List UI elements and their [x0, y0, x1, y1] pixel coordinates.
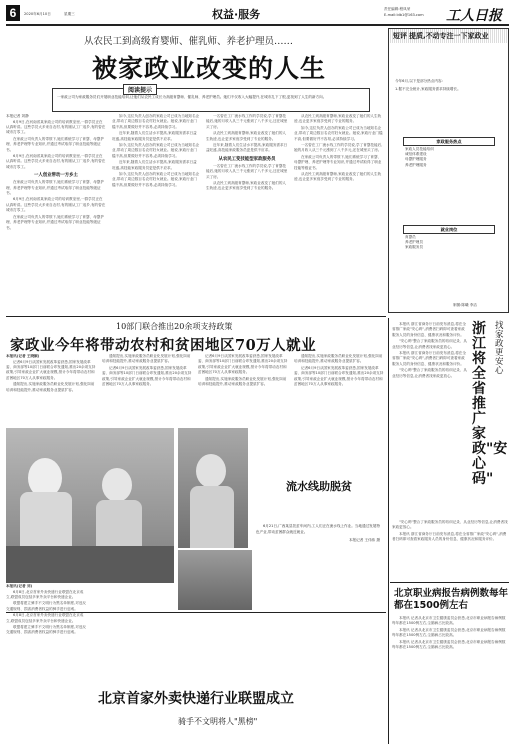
second-paragraph: 通知提出,实施家政服务员职业化发展计划,强化岗前培训和技能提升,推动家政服务业提质扩容。 — [198, 376, 287, 387]
photo-credit: 本报记者 王伟伟 摄 — [348, 538, 380, 543]
reading-tip-box — [52, 88, 370, 112]
sidebar-headline: 提质,不动专注一下家政业 — [409, 32, 489, 40]
column-divider — [388, 318, 389, 744]
lead-paragraph: 从农民工到高级育婴师,家政业改变了她们的人生轨迹,也让更多家庭享受到了专业的服务。 — [294, 114, 382, 124]
second-paragraph: 记者6月9日从国家发展改革委获悉,国家发展改革委、商务部等10部门日前联合印发通知,推出20余项支持政策,引导家政企业扩大就业规模,预计今年将带动农村和贫困地区70万人从事家政服务。 — [102, 365, 192, 387]
sidebar-list-header: 家政服务热点 — [403, 137, 495, 146]
editor-email: E-mail:ldb1@163.com — [384, 13, 424, 17]
second-column-3 — [198, 354, 288, 424]
lead-paragraph: 近年来,随着人们生活水平提高,家政服务需求日益旺盛,高技能家政服务员更是供不应求。 — [112, 160, 197, 170]
lead-paragraph: 从农民工到高级育婴师,家政业改变了她们的人生轨迹,也让更多家庭享受到了专业的服务。 — [294, 172, 382, 182]
right-headline-2: 北京职业病报告病例数每年都在1500例左右 — [394, 588, 509, 611]
lead-paragraph: 在家政公司负责人的带领下,她们系统学习了育婴、母婴护理、养老护理等专业知识,并通过考试取得了职业技能等级证书。 — [294, 154, 382, 170]
third-paragraph: 联盟将建立骑手不文明行为黑名单制度,对违反交通规则、损害消费者权益的骑手进行惩戒。 — [6, 625, 87, 635]
sidebar-list-item: 家政人员技能培训 — [405, 147, 434, 151]
lead-paragraph: 一名曾在工厂流水线工作的学员说,学了育婴技能后,她的月收入从三千元涨到了八千多元,还在城里买了房。 — [294, 143, 383, 153]
second-paragraph: 记者6月9日从国家发展改革委获悉,国家发展改革委、商务部等10部门日前联合印发通知,推出20余项支持政策,引导家政企业扩大就业规模,预计今年将带动农村和贫困地区70万人从事家政服务。 — [294, 365, 384, 387]
lead-paragraph: 从农民工到高级育婴师,家政业改变了她们的人生轨迹,也让更多家庭享受到了专业的服务。 — [206, 131, 287, 141]
sidebar-list — [405, 147, 495, 168]
lead-paragraph: 一名曾在工厂流水线工作的学员说,学了育婴技能后,她的月收入从三千元涨到了八千多元,还在城里买了房。 — [206, 114, 288, 129]
right-headline: 浙江将全省推广家政"安心码" — [472, 321, 508, 487]
section-title: 权益·服务 — [212, 8, 261, 21]
second-headline: 家政业今年将带动农村和贫困地区70万人就业 — [10, 337, 317, 354]
sidebar-list-item: 家政服务员 — [405, 245, 423, 250]
sidebar-list-item: 养老护理员 — [405, 240, 423, 245]
right-paragraph: 本报讯 记者从北京市卫生健康委员会获悉,北京市职业病报告病例数每年都在1500例左右,尘肺病占比较高。 — [392, 639, 506, 650]
photo-caption-title: 流水线助脱贫 — [286, 480, 352, 493]
sidebar-title: 短评 — [393, 32, 407, 40]
sidebar-list-header: 就业岗位 — [403, 225, 495, 234]
lead-byline: 本报记者 刘静 — [6, 114, 29, 118]
second-paragraph: 通知提出,实施家政服务员职业化发展计划,强化岗前培训和技能提升,推动家政服务业提质扩容。 — [102, 354, 191, 364]
lead-column-right — [294, 114, 384, 304]
section-divider — [390, 582, 509, 583]
sidebar-list-item: 养老护理服务 — [405, 162, 427, 167]
second-paragraph: 通知提出,实施家政服务员职业化发展计划,强化岗前培训和技能提升,推动家政服务业提质扩容。 — [294, 354, 383, 364]
paper-logo: 工人日报 — [446, 8, 502, 24]
right-paragraph: 本报讯 浙江省商务厅日前发布消息,将在全省推广家政"安心码",消费者扫码即可查看家政服务人员的身份信息、健康状况和服务评价。 — [392, 531, 507, 542]
lead-column-left — [6, 114, 106, 304]
second-column-1 — [6, 354, 96, 424]
right-paragraph: "安心码"整合了家政服务员的培训记录、从业经历等信息,让消费者找家政更放心。 — [392, 520, 508, 530]
second-paragraph: 记者6月9日从国家发展改革委获悉,国家发展改革委、商务部等10部门日前联合印发通知,推出20余项支持政策,引导家政企业扩大就业规模,预计今年将带动农村和贫困地区70万人从事家政服务。 — [198, 354, 288, 375]
sidebar-footer: 制图:陈曦 李洁 — [453, 303, 477, 307]
masthead-rule — [6, 24, 509, 26]
weekday: 星期三 — [64, 12, 75, 16]
third-subhead: 骑手不文明将人"黑榜" — [178, 717, 258, 726]
right-paragraph: 本报讯 浙江省商务厅日前发布消息,将在全省推广家政"安心码",消费者扫码即可查看家政服务人员的身份信息、健康状况和服务评价。 — [392, 351, 466, 366]
second-column-2 — [102, 354, 192, 424]
issue-date: 2020年6月10日 — [24, 12, 51, 16]
editor-name: 责任编辑:程凤荣 — [384, 7, 411, 11]
assembly-line — [6, 546, 174, 583]
lead-paragraph: 6月9日,在河南省某家政公司的培训教室里,一群学员正在认真听讲。这些学员大多来自农村,有的刚从工厂返乡,有的曾在城市打零工。 — [6, 154, 106, 169]
lead-kicker: 从农民工到高级育婴师、催乳师、养老护理员…… — [84, 36, 294, 47]
lead-paragraph: 如今,这位负责人创办的家政公司已成为当地知名企业,带动了周边数百名农村妇女就业。她说,家政行业门槛不高,但要做好并不容易,必须持续学习。 — [294, 125, 383, 141]
page-number: 6 — [6, 5, 20, 21]
second-paragraph: 通知提出,实施家政服务员职业化发展计划,强化岗前培训和技能提升,推动家政服务业提质扩容。 — [6, 382, 95, 392]
lead-paragraph: 近年来,随着人们生活水平提高,家政服务需求日益旺盛,高技能家政服务员更是供不应求。 — [206, 143, 288, 153]
lead-paragraph: 如今,这位负责人创办的家政公司已成为当地知名企业,带动了周边数百名农村妇女就业。她说,家政行业门槛不高,但要做好并不容易,必须持续学习。 — [112, 114, 200, 129]
lead-column-third — [206, 114, 288, 304]
sidebar-list-item: 育婴员 — [405, 235, 416, 239]
second-paragraph: 记者6月9日从国家发展改革委获悉,国家发展改革委、商务部等10部门日前联合印发通知,推出20余项支持政策,引导家政企业扩大就业规模,预计今年将带动农村和贫困地区70万人从事家政服务。 — [6, 359, 96, 380]
right-paragraph: 本报讯 记者从北京市卫生健康委员会获悉,北京市职业病报告病例数每年都在1500例左右,尘肺病占比较高。 — [392, 627, 506, 638]
third-column-left — [6, 584, 88, 744]
third-paragraph: 6月8日,北京首家外卖快递行业联盟在北京成立,联盟成员包括多家外卖平台和快递企业。 — [6, 613, 84, 623]
photo-caption-box — [252, 470, 386, 580]
third-headline: 北京首家外卖快递行业联盟成立 — [98, 691, 294, 707]
sidebar-list-item: 母婴护理服务 — [405, 157, 427, 162]
sidebar-box — [388, 28, 509, 313]
lead-subhead: 从农民工变技能型家政服务员 — [218, 156, 276, 162]
factory-photo-bottom — [178, 550, 252, 610]
lead-subhead: 一人创业带动一方乡土 — [34, 173, 78, 179]
sidebar-list — [405, 235, 495, 251]
reading-tip-text: 一家政公司为家政服务员们开展职业技能培训,让他们从农民工成长为高级育婴师、催乳师、养老护理员。她们不仅收入大幅提升,在城市扎下了根,更找到了人生的新方向。 — [57, 95, 327, 99]
lead-paragraph: 如今,这位负责人创办的家政公司已成为当地知名企业,带动了周边数百名农村妇女就业。她说,家政行业门槛不高,但要做好并不容易,必须持续学习。 — [112, 172, 200, 187]
lead-headline: 被家政业改变的人生 — [92, 54, 327, 83]
lead-paragraph: 如今,这位负责人创办的家政公司已成为当地知名企业,带动了周边数百名农村妇女就业。她说,家政行业门槛不高,但要做好并不容易,必须持续学习。 — [112, 143, 200, 158]
reading-tip-label: 阅读提示 — [123, 84, 157, 95]
worker-figure — [196, 454, 226, 488]
right-paragraph: 本报讯 浙江省商务厅日前发布消息,将在全省推广家政"安心码",消费者扫码即可查看家政服务人员的身份信息、健康状况和服务评价。 — [392, 322, 466, 337]
right-body-wide — [392, 520, 509, 580]
lead-paragraph: 近年来,随着人们生活水平提高,家政服务需求日益旺盛,高技能家政服务员更是供不应求。 — [112, 131, 197, 141]
photo-caption-text: 6月21日,广西某县扶贫车间内,工人们正在流水线上作业。当地通过发展特色产业,带动贫困群众就近就业。 — [256, 524, 380, 534]
masthead — [6, 5, 509, 25]
lead-column-mid — [112, 114, 200, 304]
lead-paragraph: 6月9日,在河南省某家政公司的培训教室里,一群学员正在认真听讲。这些学员大多来自农村,有的刚从工厂返乡,有的曾在城市打零工。 — [6, 197, 106, 213]
second-byline: 本报讯(记者 王晓颖) — [6, 354, 40, 358]
lead-paragraph: 一名曾在工厂流水线工作的学员说,学了育婴技能后,她的月收入从三千元涨到了八千多元,还在城里买了房。 — [206, 163, 288, 179]
lead-paragraph: 在家政公司负责人的带领下,她们系统学习了育婴、母婴护理、养老护理等专业知识,并通过考试取得了职业技能等级证书。 — [6, 214, 104, 230]
worker-figure — [102, 468, 132, 502]
worker-figure — [190, 486, 234, 548]
right-paragraph: "安心码"整合了家政服务员的培训记录、从业经历等信息,让消费者找家政更放心。 — [392, 339, 467, 349]
second-kicker: 10部门联合推出20余项支持政策 — [116, 322, 233, 331]
lead-paragraph: 从农民工到高级育婴师,家政业改变了她们的人生轨迹,也让更多家庭享受到了专业的服务。 — [206, 181, 287, 191]
right-paragraph: "安心码"整合了家政服务员的培训记录、从业经历等信息,让消费者找家政更放心。 — [392, 368, 467, 378]
factory-photo-main — [6, 428, 174, 583]
section-divider — [6, 316, 386, 317]
factory-photo-side — [178, 428, 248, 548]
second-column-4 — [294, 354, 384, 424]
lead-paragraph: 6月9日,在河南省某家政公司的培训教室里,一群学员正在认真听讲。这些学员大多来自农村,有的刚从工厂返乡,有的曾在城市打零工。 — [6, 119, 106, 135]
sidebar-note: 今年6月,以下是部分热点内容: — [395, 79, 443, 83]
lead-paragraph: 在家政公司负责人的带领下,她们系统学习了育婴、母婴护理、养老护理等专业知识,并通过考试取得了职业技能等级证书。 — [6, 180, 104, 196]
third-paragraph: 6月8日,北京首家外卖快递行业联盟在北京成立,联盟成员包括多家外卖平台和快递企业。 — [6, 589, 84, 599]
lead-paragraph: 在家政公司负责人的带领下,她们系统学习了育婴、母婴护理、养老护理等专业知识,并通过考试取得了职业技能等级证书。 — [6, 136, 104, 152]
worker-figure — [20, 492, 72, 552]
right-kicker: 找家政更安心 — [495, 321, 504, 376]
sidebar-note: 1.据不完全统计,家政服务需求持续增长。 — [395, 87, 461, 91]
sidebar-list-item: 诚信体系建设 — [405, 152, 427, 157]
third-paragraph: 联盟将建立骑手不文明行为黑名单制度,对违反交通规则、损害消费者权益的骑手进行惩戒。 — [6, 601, 87, 611]
third-byline: 本报讯(记者 刘) — [6, 584, 33, 588]
right-body-2 — [392, 616, 509, 744]
right-paragraph: 本报讯 记者从北京市卫生健康委员会获悉,北京市职业病报告病例数每年都在1500例左右,尘肺病占比较高。 — [392, 616, 506, 626]
